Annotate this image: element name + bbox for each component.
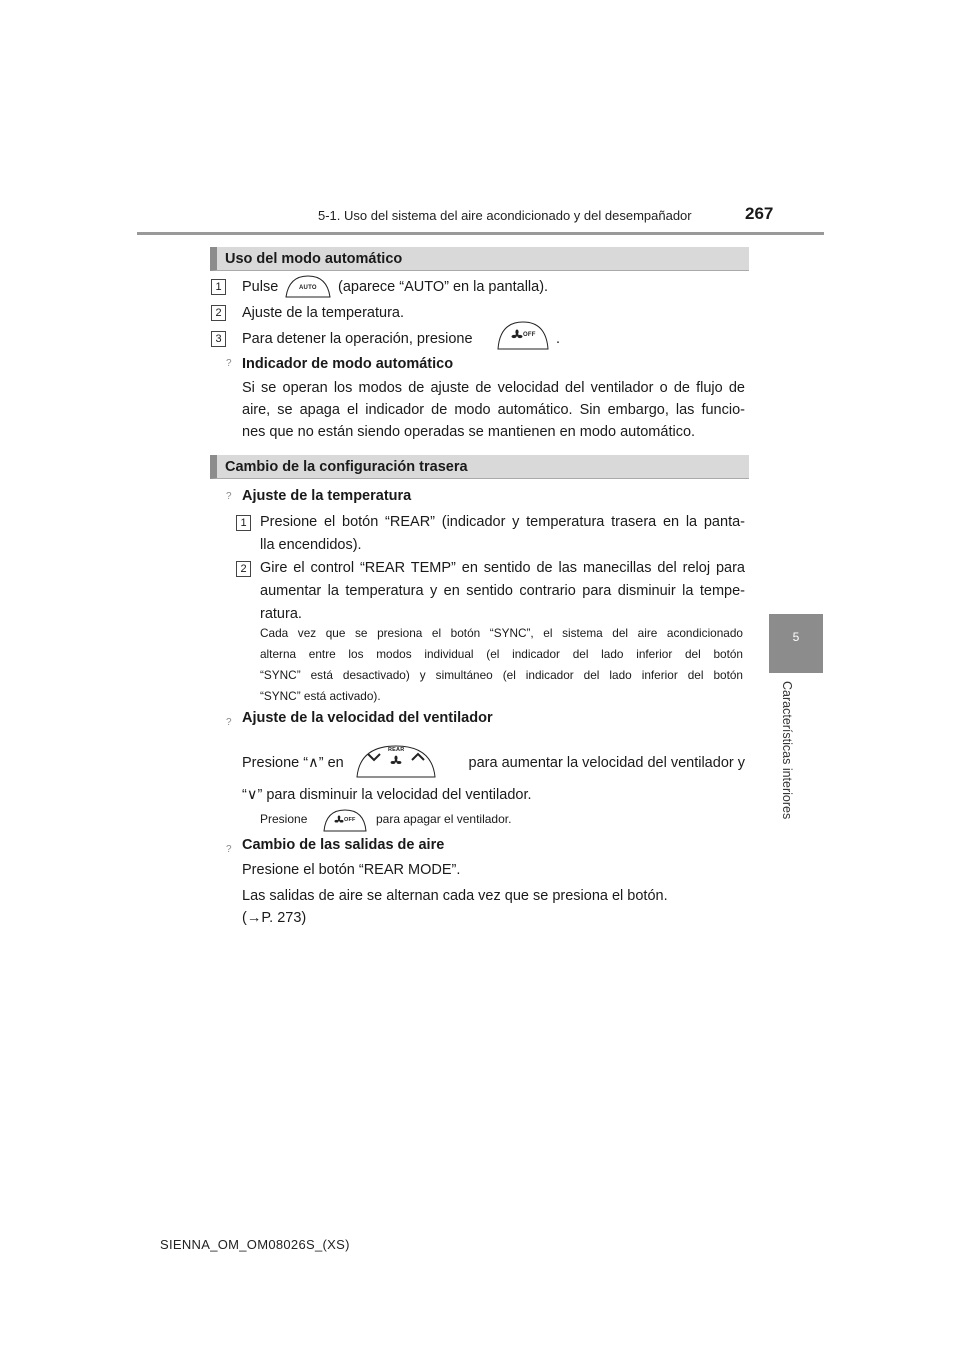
fan-off-note-after: para apagar el ventilador.: [376, 812, 512, 826]
document-code: SIENNA_OM_OM08026S_(XS): [160, 1237, 350, 1252]
rear-temp-step-1: Presione el botón “REAR” (indicador y temperatura trasera en la panta- lla encendidos).: [260, 514, 745, 553]
header-divider: [137, 232, 824, 235]
air-outlets-line-2: Las salidas de aire se alternan cada vez que se presiona el botón.: [242, 888, 668, 904]
step-number-box: 3: [211, 331, 226, 347]
step-3-text-after: .: [556, 331, 561, 347]
step-number-box: 2: [211, 305, 226, 321]
bullet-icon: ?: [226, 491, 232, 502]
step-1-text-before: Pulse: [242, 279, 279, 295]
fan-off-button-icon: [497, 320, 549, 350]
up-chevron-symbol: ∧: [308, 755, 319, 771]
page-reference-link[interactable]: (→P. 273): [242, 910, 307, 926]
bullet-heading-air-outlets: Cambio de las salidas de aire: [242, 837, 445, 853]
step-number-box: 1: [211, 279, 226, 295]
fan-speed-line-1-after: para aumentar la velocidad del ventilador y: [468, 755, 745, 771]
auto-indicator-paragraph: Si se operan los modos de ajuste de velocidad del ventilador o de flujo de aire, se apaga el indicador de modo automático. Sin embargo, las funcio- nes que no están siendo operadas se mantienen en modo automático.: [242, 380, 745, 440]
rear-label: REAR: [388, 747, 405, 753]
bullet-icon: ?: [226, 844, 232, 855]
page-number: 267: [745, 204, 774, 223]
step-number-box: 1: [236, 515, 251, 531]
fan-off-note-before: Presione: [260, 812, 308, 826]
sync-note: Cada vez que se presiona el botón “SYNC”, el sistema del aire acondicionado alterna entre los modos individual (el indicador del lado inferior del botón “SYNC” está desactivado) y simultáneo (el indicador del lado inferior del botón “SYNC” está activado).: [260, 626, 743, 703]
section-heading-rear-settings: Cambio de la configuración trasera: [210, 455, 749, 479]
fan-off-button-icon: [323, 808, 367, 832]
air-outlets-line-1: Presione el botón “REAR MODE”.: [242, 862, 461, 878]
bullet-heading-temperature: Ajuste de la temperatura: [242, 488, 412, 504]
off-button-label: OFF: [344, 817, 356, 823]
bullet-icon: ?: [226, 358, 232, 369]
step-number-box: 2: [236, 561, 251, 577]
step-2-text: Ajuste de la temperatura.: [242, 305, 405, 321]
chapter-number: 5: [792, 630, 800, 644]
step-1-text-after: (aparece “AUTO” en la pantalla).: [338, 279, 549, 295]
rear-fan-speed-button-icon: [356, 744, 436, 778]
auto-button-icon: [285, 274, 331, 298]
down-chevron-symbol: ∨: [246, 787, 258, 803]
bullet-heading-fan-speed: Ajuste de la velocidad del ventilador: [242, 710, 493, 726]
rear-temp-step-2: Gire el control “REAR TEMP” en sentido de las manecillas del reloj para aumentar la temperatura y en sentido contrario para disminuir la tempe- ratura.: [260, 560, 745, 622]
header-section-title: 5-1. Uso del sistema del aire acondicionado y del desempañador: [318, 208, 692, 223]
step-3-text-before: Para detener la operación, presione: [242, 331, 473, 347]
bullet-heading-auto-indicator: Indicador de modo automático: [242, 356, 454, 372]
bullet-icon: ?: [226, 717, 232, 728]
off-button-label: OFF: [523, 332, 536, 338]
fan-speed-line-2: “∨” para disminuir la velocidad del ventilador.: [242, 787, 532, 803]
auto-button-label: AUTO: [299, 285, 317, 291]
fan-speed-line-1: Presione “∧” en: [242, 755, 344, 771]
chapter-label: Características interiores: [780, 681, 794, 820]
section-heading-auto-mode: Uso del modo automático: [210, 247, 749, 271]
